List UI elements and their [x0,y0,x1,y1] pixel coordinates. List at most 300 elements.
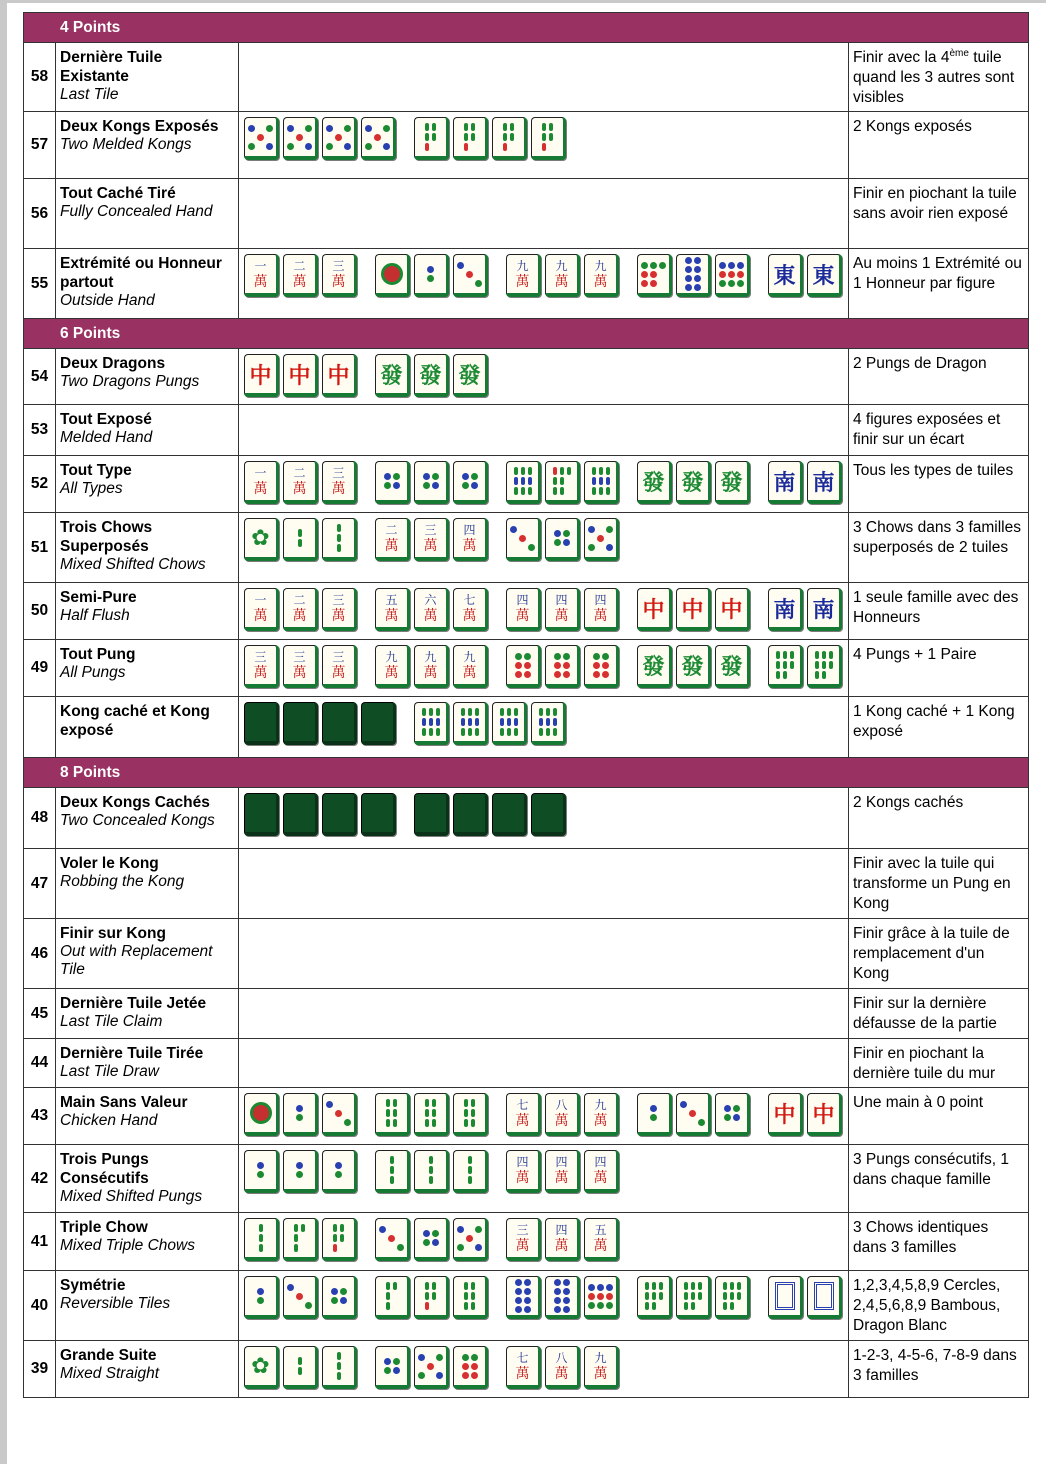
rule-name-fr: Finir sur Kong [60,925,166,942]
bamboo-tile-icon [414,1093,449,1136]
rule-description: Finir en piochant la tuile sans avoir rien exposé [849,179,1029,249]
rule-number: 53 [24,405,56,456]
red-dragon-tile-icon: 中 [244,354,279,397]
bamboo-tile-icon [453,117,488,160]
rule-number: 58 [24,43,56,112]
bamboo-tile-icon [283,1218,318,1261]
table-row [24,583,1029,640]
rule-name-cell [56,249,239,319]
circle-tile-icon [715,254,750,297]
rule-number: 49 [24,640,56,697]
tiles-cell [239,919,849,989]
rule-description: Une main à 0 point [849,1088,1029,1145]
table-row [24,1039,1029,1088]
rule-name-en: Last Tile Claim [60,1013,163,1030]
circle-tile-icon [244,1150,279,1193]
rule-name-cell [56,179,239,249]
rule-name-cell [56,1213,239,1271]
circle-tile-icon [283,1276,318,1319]
rule-description: 3 Chows dans 3 familles superposés de 2 tuiles [849,513,1029,583]
circle-tile-icon [244,1093,279,1136]
rule-number: 52 [24,456,56,513]
tiles-cell [239,1341,849,1398]
rule-name-en: Last Tile Draw [60,1063,159,1080]
circle-tile-icon [453,254,488,297]
rule-name-cell [56,989,239,1039]
rule-name-en: Mixed Straight [60,1365,160,1382]
bamboo-tile-icon [283,518,318,561]
circle-tile-icon [453,461,488,504]
rule-name-en: Last Tile [60,86,119,103]
wind-tile-icon: 南 [807,461,842,504]
bamboo-tile-icon [715,1276,750,1319]
rule-name-en: Outside Hand [60,292,155,309]
character-tile-icon: 三 萬 [506,1218,541,1261]
circle-tile-icon [676,1093,711,1136]
green-dragon-tile-icon: 發 [676,461,711,504]
circle-tile-icon [637,254,672,297]
rule-name-fr: Tout Type [60,462,132,479]
scoring-table [23,12,1029,1398]
rule-name-en: Two Dragons Pungs [60,373,200,390]
green-dragon-tile-icon: 發 [637,645,672,688]
red-dragon-tile-icon: 中 [283,354,318,397]
character-tile-icon: 四 萬 [506,588,541,631]
section-title: 6 Points [24,319,1029,349]
rule-name-fr: Grande Suite [60,1347,157,1364]
tile-row [244,461,848,504]
tiles-cell [239,249,849,319]
table-row [24,179,1029,249]
bamboo-tile-icon [322,1218,357,1261]
rule-description: 3 Chows identiques dans 3 familles [849,1213,1029,1271]
character-tile-icon: 九 萬 [584,254,619,297]
rule-name-fr: Extrémité ou Honneur partout [60,255,222,291]
green-dragon-tile-icon: 發 [676,645,711,688]
rule-name-fr: Main Sans Valeur [60,1094,188,1111]
section-header-row [24,319,1029,349]
tile-row [244,1218,848,1261]
tiles-cell [239,1271,849,1341]
rule-description: Tous les types de tuiles [849,456,1029,513]
circle-tile-icon [322,117,357,160]
tiles-cell [239,1213,849,1271]
bamboo-tile-icon [453,1093,488,1136]
tile-row [244,254,848,297]
tiles-cell [239,697,849,758]
rule-name-fr: Voler le Kong [60,855,159,872]
bamboo-tile-icon [807,645,842,688]
character-tile-icon: 八 萬 [545,1093,580,1136]
circle-tile-icon [584,645,619,688]
circle-tile-icon [545,1276,580,1319]
section-title: 4 Points [24,13,1029,43]
tile-row [244,588,848,631]
tile-row [244,793,848,836]
rule-number: 39 [24,1341,56,1398]
rule-number: 56 [24,179,56,249]
rule-description: Finir en piochant la dernière tuile du mur [849,1039,1029,1088]
rule-number: 48 [24,788,56,849]
rule-name-en: Mixed Shifted Pungs [60,1188,203,1205]
character-tile-icon: 九 萬 [545,254,580,297]
circle-tile-icon [375,1218,410,1261]
character-tile-icon: 三 萬 [322,254,357,297]
section-header-row [24,13,1029,43]
tiles-cell [239,405,849,456]
circle-tile-icon [414,254,449,297]
bamboo-tile-icon [531,702,566,745]
rule-name-cell [56,456,239,513]
bamboo-tile-icon [453,1150,488,1193]
bamboo-tile-icon [414,1276,449,1319]
bird-tile-icon: ✿ [244,1346,279,1389]
tiles-cell [239,179,849,249]
circle-tile-icon [545,645,580,688]
rule-name-fr: Kong caché et Kong exposé [60,703,210,739]
rule-name-cell [56,513,239,583]
circle-tile-icon [637,1093,672,1136]
tile-back-icon [244,793,279,836]
table-row [24,788,1029,849]
tile-back-icon [322,793,357,836]
page-top-edge [0,0,1046,3]
character-tile-icon: 七 萬 [506,1346,541,1389]
rule-name-en: Melded Hand [60,429,153,446]
character-tile-icon: 一 萬 [244,588,279,631]
character-tile-icon: 二 萬 [283,588,318,631]
character-tile-icon: 六 萬 [414,588,449,631]
bamboo-tile-icon [676,1276,711,1319]
tile-row [244,1150,848,1193]
rule-description: 2 Pungs de Dragon [849,349,1029,405]
rule-number: 50 [24,583,56,640]
bamboo-tile-icon [492,702,527,745]
tile-back-icon [492,793,527,836]
rule-description: 3 Pungs consécutifs, 1 dans chaque famille [849,1145,1029,1213]
rule-name-en: Two Melded Kongs [60,136,192,153]
character-tile-icon: 二 萬 [375,518,410,561]
table-row [24,849,1029,919]
tiles-cell [239,640,849,697]
bamboo-tile-icon [375,1276,410,1319]
character-tile-icon: 一 萬 [244,461,279,504]
circle-tile-icon [375,461,410,504]
character-tile-icon: 八 萬 [545,1346,580,1389]
rule-name-en: Chicken Hand [60,1112,158,1129]
rule-name-cell [56,1088,239,1145]
table-row [24,1341,1029,1398]
circle-tile-icon [375,1346,410,1389]
character-tile-icon: 二 萬 [283,254,318,297]
tiles-cell [239,788,849,849]
character-tile-icon: 四 萬 [506,1150,541,1193]
bamboo-tile-icon [322,518,357,561]
rule-number: 55 [24,249,56,319]
table-row [24,249,1029,319]
character-tile-icon: 四 萬 [584,1150,619,1193]
tiles-cell [239,1145,849,1213]
desc-text: Finir avec la 4 [853,49,950,66]
page-left-edge [0,0,7,1464]
rule-description: Finir grâce à la tuile de remplacement d'un Kong [849,919,1029,989]
bamboo-tile-icon [637,1276,672,1319]
tiles-cell [239,849,849,919]
rule-description: 1 seule famille avec des Honneurs [849,583,1029,640]
circle-tile-icon [453,1346,488,1389]
circle-tile-icon [584,518,619,561]
tiles-cell [239,112,849,179]
tile-back-icon [244,702,279,745]
table-row [24,112,1029,179]
character-tile-icon: 二 萬 [283,461,318,504]
character-tile-icon: 九 萬 [414,645,449,688]
tile-row [244,1093,848,1136]
table-row [24,405,1029,456]
rule-number [24,697,56,758]
character-tile-icon: 九 萬 [584,1346,619,1389]
character-tile-icon: 四 萬 [545,1218,580,1261]
tile-back-icon [283,702,318,745]
bamboo-tile-icon [322,1346,357,1389]
red-dragon-tile-icon: 中 [715,588,750,631]
circle-tile-icon [244,1276,279,1319]
rule-number: 43 [24,1088,56,1145]
character-tile-icon: 三 萬 [283,645,318,688]
table-row [24,1145,1029,1213]
rule-name-fr: Tout Caché Tiré [60,185,176,202]
character-tile-icon: 五 萬 [584,1218,619,1261]
rule-name-cell [56,405,239,456]
tile-back-icon [322,702,357,745]
rule-name-fr: Tout Pung [60,646,136,663]
circle-tile-icon [414,1346,449,1389]
rule-name-cell [56,1341,239,1398]
wind-tile-icon: 南 [768,588,803,631]
red-dragon-tile-icon: 中 [768,1093,803,1136]
bamboo-tile-icon [283,1346,318,1389]
tile-row [244,702,848,745]
bamboo-tile-icon [414,702,449,745]
circle-tile-icon [453,1218,488,1261]
character-tile-icon: 四 萬 [545,588,580,631]
character-tile-icon: 三 萬 [414,518,449,561]
circle-tile-icon [414,461,449,504]
character-tile-icon: 七 萬 [453,588,488,631]
rule-number: 42 [24,1145,56,1213]
tile-back-icon [531,793,566,836]
red-dragon-tile-icon: 中 [322,354,357,397]
white-dragon-tile-icon [768,1276,803,1319]
table-row [24,919,1029,989]
circle-tile-icon [322,1276,357,1319]
rule-name-fr: Trois Pungs Consécutifs [60,1151,149,1187]
rule-name-en: Half Flush [60,607,130,624]
bamboo-tile-icon [453,1276,488,1319]
white-dragon-tile-icon [807,1276,842,1319]
bamboo-tile-icon [531,117,566,160]
green-dragon-tile-icon: 發 [715,645,750,688]
bamboo-tile-icon [453,702,488,745]
tiles-cell [239,513,849,583]
bamboo-tile-icon [768,645,803,688]
character-tile-icon: 四 萬 [545,1150,580,1193]
rule-name-cell [56,1145,239,1213]
rule-name-fr: Symétrie [60,1277,126,1294]
tile-back-icon [361,793,396,836]
wind-tile-icon: 南 [768,461,803,504]
table-row [24,349,1029,405]
rule-name-cell [56,1039,239,1088]
rule-description: Au moins 1 Extrémité ou 1 Honneur par figure [849,249,1029,319]
circle-tile-icon [545,518,580,561]
character-tile-icon: 三 萬 [322,645,357,688]
rule-name-en: Out with Replacement Tile [60,943,213,978]
circle-tile-icon [506,645,541,688]
table-row [24,1213,1029,1271]
tile-row [244,645,848,688]
circle-tile-icon [414,1218,449,1261]
character-tile-icon: 三 萬 [322,461,357,504]
rule-number: 41 [24,1213,56,1271]
rule-name-cell [56,583,239,640]
tiles-cell [239,583,849,640]
bamboo-tile-icon [414,1150,449,1193]
bamboo-tile-icon [492,117,527,160]
circle-tile-icon [676,254,711,297]
rule-name-fr: Dernière Tuile Jetée [60,995,207,1012]
green-dragon-tile-icon: 發 [414,354,449,397]
rule-description: 4 Pungs + 1 Paire [849,640,1029,697]
desc-superscript: ème [949,47,969,59]
desc-text: tuile quand les 3 autres sont visibles [853,49,1015,106]
table-row [24,697,1029,758]
rule-name-en: All Pungs [60,664,126,681]
bamboo-tile-icon [545,461,580,504]
circle-tile-icon [283,1150,318,1193]
rule-name-fr: Deux Kongs Exposés [60,118,219,135]
circle-tile-icon [584,1276,619,1319]
rule-name-en: All Types [60,480,123,497]
rule-name-en: Reversible Tiles [60,1295,171,1312]
wind-tile-icon: 東 [768,254,803,297]
green-dragon-tile-icon: 發 [637,461,672,504]
bamboo-tile-icon [375,1093,410,1136]
tile-row [244,354,848,397]
tiles-cell [239,43,849,112]
character-tile-icon: 三 萬 [322,588,357,631]
rule-name-fr: Triple Chow [60,1219,148,1236]
bamboo-tile-icon [244,1218,279,1261]
table-row [24,43,1029,112]
tile-row [244,117,848,160]
red-dragon-tile-icon: 中 [676,588,711,631]
rule-description: 4 figures exposées et finir sur un écart [849,405,1029,456]
rule-name-fr: Deux Kongs Cachés [60,794,210,811]
circle-tile-icon [506,1276,541,1319]
table-row [24,640,1029,697]
wind-tile-icon: 南 [807,588,842,631]
circle-tile-icon [375,254,410,297]
tile-row [244,518,848,561]
circle-tile-icon [283,117,318,160]
green-dragon-tile-icon: 發 [453,354,488,397]
rule-name-cell [56,349,239,405]
tile-row [244,1276,848,1319]
tiles-cell [239,1039,849,1088]
character-tile-icon: 七 萬 [506,1093,541,1136]
tiles-cell [239,349,849,405]
rule-name-cell [56,112,239,179]
rule-number: 47 [24,849,56,919]
rule-name-en: Fully Concealed Hand [60,203,213,220]
circle-tile-icon [715,1093,750,1136]
circle-tile-icon [322,1150,357,1193]
tile-back-icon [361,702,396,745]
rule-number: 54 [24,349,56,405]
character-tile-icon: 四 萬 [453,518,488,561]
tile-row [244,1346,848,1389]
rule-name-fr: Deux Dragons [60,355,166,372]
rule-name-cell [56,788,239,849]
section-title: 8 Points [24,758,1029,788]
rule-name-en: Robbing the Kong [60,873,185,890]
circle-tile-icon [283,1093,318,1136]
table-row [24,1271,1029,1341]
green-dragon-tile-icon: 發 [375,354,410,397]
rule-number: 46 [24,919,56,989]
bamboo-tile-icon [414,117,449,160]
character-tile-icon: 九 萬 [584,1093,619,1136]
rule-description: 1-2-3, 4-5-6, 7-8-9 dans 3 familles [849,1341,1029,1398]
bamboo-tile-icon [584,461,619,504]
rule-description: 1 Kong caché + 1 Kong exposé [849,697,1029,758]
bamboo-tile-icon [375,1150,410,1193]
bamboo-tile-icon [506,461,541,504]
table-row [24,1088,1029,1145]
rule-name-cell [56,697,239,758]
rule-name-fr: Trois Chows Superposés [60,519,153,555]
rule-description: 2 Kongs exposés [849,112,1029,179]
table-row [24,513,1029,583]
rule-name-fr: Tout Exposé [60,411,152,428]
character-tile-icon: 九 萬 [506,254,541,297]
rule-description: Finir avec la tuile qui transforme un Pung en Kong [849,849,1029,919]
rule-name-cell [56,640,239,697]
rule-name-cell [56,919,239,989]
rule-name-en: Mixed Triple Chows [60,1237,195,1254]
table-row [24,989,1029,1039]
rule-description: Finir sur la dernière défausse de la partie [849,989,1029,1039]
rule-name-en: Mixed Shifted Chows [60,556,206,573]
red-dragon-tile-icon: 中 [807,1093,842,1136]
rule-name-cell [56,1271,239,1341]
tile-back-icon [453,793,488,836]
rule-description: 2 Kongs cachés [849,788,1029,849]
rule-description: 1,2,3,4,5,8,9 Cercles, 2,4,5,6,8,9 Bambous, Dragon Blanc [849,1271,1029,1341]
rule-number: 51 [24,513,56,583]
wind-tile-icon: 東 [807,254,842,297]
tile-back-icon [414,793,449,836]
character-tile-icon: 四 萬 [584,588,619,631]
circle-tile-icon [361,117,396,160]
rule-name-en: Two Concealed Kongs [60,812,215,829]
section-header-row [24,758,1029,788]
rule-name-cell [56,849,239,919]
green-dragon-tile-icon: 發 [715,461,750,504]
character-tile-icon: 九 萬 [453,645,488,688]
rule-name-fr: Dernière Tuile Tirée [60,1045,204,1062]
